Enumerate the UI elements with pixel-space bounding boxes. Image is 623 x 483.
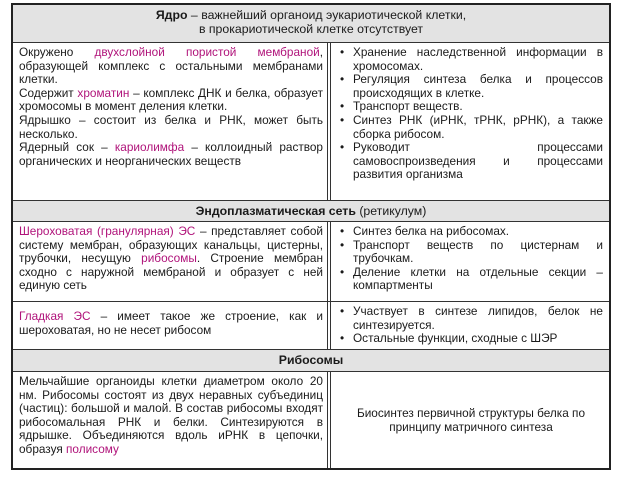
bullet-icon: • [340,45,345,59]
nucleus-title: Ядро [155,8,188,22]
bullet-icon: • [340,140,345,155]
bullet-icon: • [340,331,345,346]
smooth-er-description: Гладкая ЭС – имеет такое же строение, как и шероховатая, но не несет рибосом [19,309,323,337]
bullet-icon: • [340,304,345,318]
ribosomes-title: Рибосомы [278,353,344,367]
er-title: Эндоплазматическая сеть [195,204,356,218]
rough-er-functions [331,222,609,301]
bullet-icon: • [340,72,345,87]
ribosomes-description: Мельчайшие органоиды клетки диаметром около 20 нм. Рибосомы состоят из двух неравных субъединиц (частиц): большой и малой. В состав рибосомы входят рибосомальная РНК и белки. Синтезируются в ядрышке. Объединяются вдоль иРНК в цепочки, образуя полисому [19,374,323,456]
er-title-rest: (ретикулум) [355,204,427,218]
list-item: • Участвует в синтезе липидов, белок не синтезируется. [340,304,603,332]
nucleus-header [13,5,609,43]
ribosomes-row [13,372,609,468]
bullet-icon: • [340,99,345,114]
list-item: • Остальные функции, сходные с ШЭР [340,331,558,346]
rough-er-name: Шероховатая (гранулярная) ЭС [19,224,196,238]
rough-er-row [13,222,609,302]
bullet-icon: • [340,112,345,127]
nucleus-desc-para: Ядерный сок – кариолимфа – коллоидный раствор органических и неорганических веществ [19,140,323,168]
nucleus-desc-para: Ядрышко – состоит из белка и РНК, может быть несколько. [19,112,323,141]
bullet-icon: • [340,237,345,252]
er-header [13,201,609,222]
smooth-er-functions [331,302,609,349]
smooth-er-name: Гладкая ЭС [19,309,91,323]
organelle-table [11,3,611,470]
list-item: • Руководит процессами самовоспроизведения и процессами развития организма [340,140,603,182]
bullet-icon: • [340,264,345,279]
nucleus-description [13,43,328,200]
rough-er-description: Шероховатая (гранулярная) ЭС – представляет собой систему мембран, образующих канальцы, цистерны, трубочки, несущую рибосомы. Строение мембран сходно с наружной мембраной и образует с ней единую сеть [19,224,323,293]
nucleus-functions [331,43,609,200]
bullet-icon: • [340,224,345,238]
smooth-er-row [13,302,609,350]
list-item: • Синтез белка на рибосомах. [340,224,510,238]
list-item: • Транспорт веществ по цистернам и трубочкам. [340,237,603,266]
ribosomes-header [13,350,609,372]
list-item: • Транспорт веществ. [340,99,463,114]
list-item: • Регуляция синтеза белка и процессов происходящих в клетке. [340,72,603,100]
nucleus-row [13,43,609,201]
ribosomes-function: Биосинтез первичной структуры белка по принципу матричного синтеза [356,405,586,434]
nucleus-title-rest: – важнейший органоид эукариотической клетки, [187,8,467,22]
nucleus-desc-para: Окружено двухслойной пористой мембраной, образующей комплекс с остальными мембранами клетки. [19,45,324,87]
list-item: • Деление клетки на отдельные секции – компартменты [340,264,603,293]
nucleus-desc-para: Содержит хроматин – комплекс ДНК и белка, образует хромосомы в момент деления клетки. [19,85,323,114]
nucleus-subtitle: в прокариотической клетке отсутствует [198,22,424,36]
list-item: • Хранение наследственной информации в хромосомах. [340,45,603,73]
list-item: • Синтез РНК (иРНК, тРНК, рРНК), а также сборка рибосом. [340,112,603,141]
